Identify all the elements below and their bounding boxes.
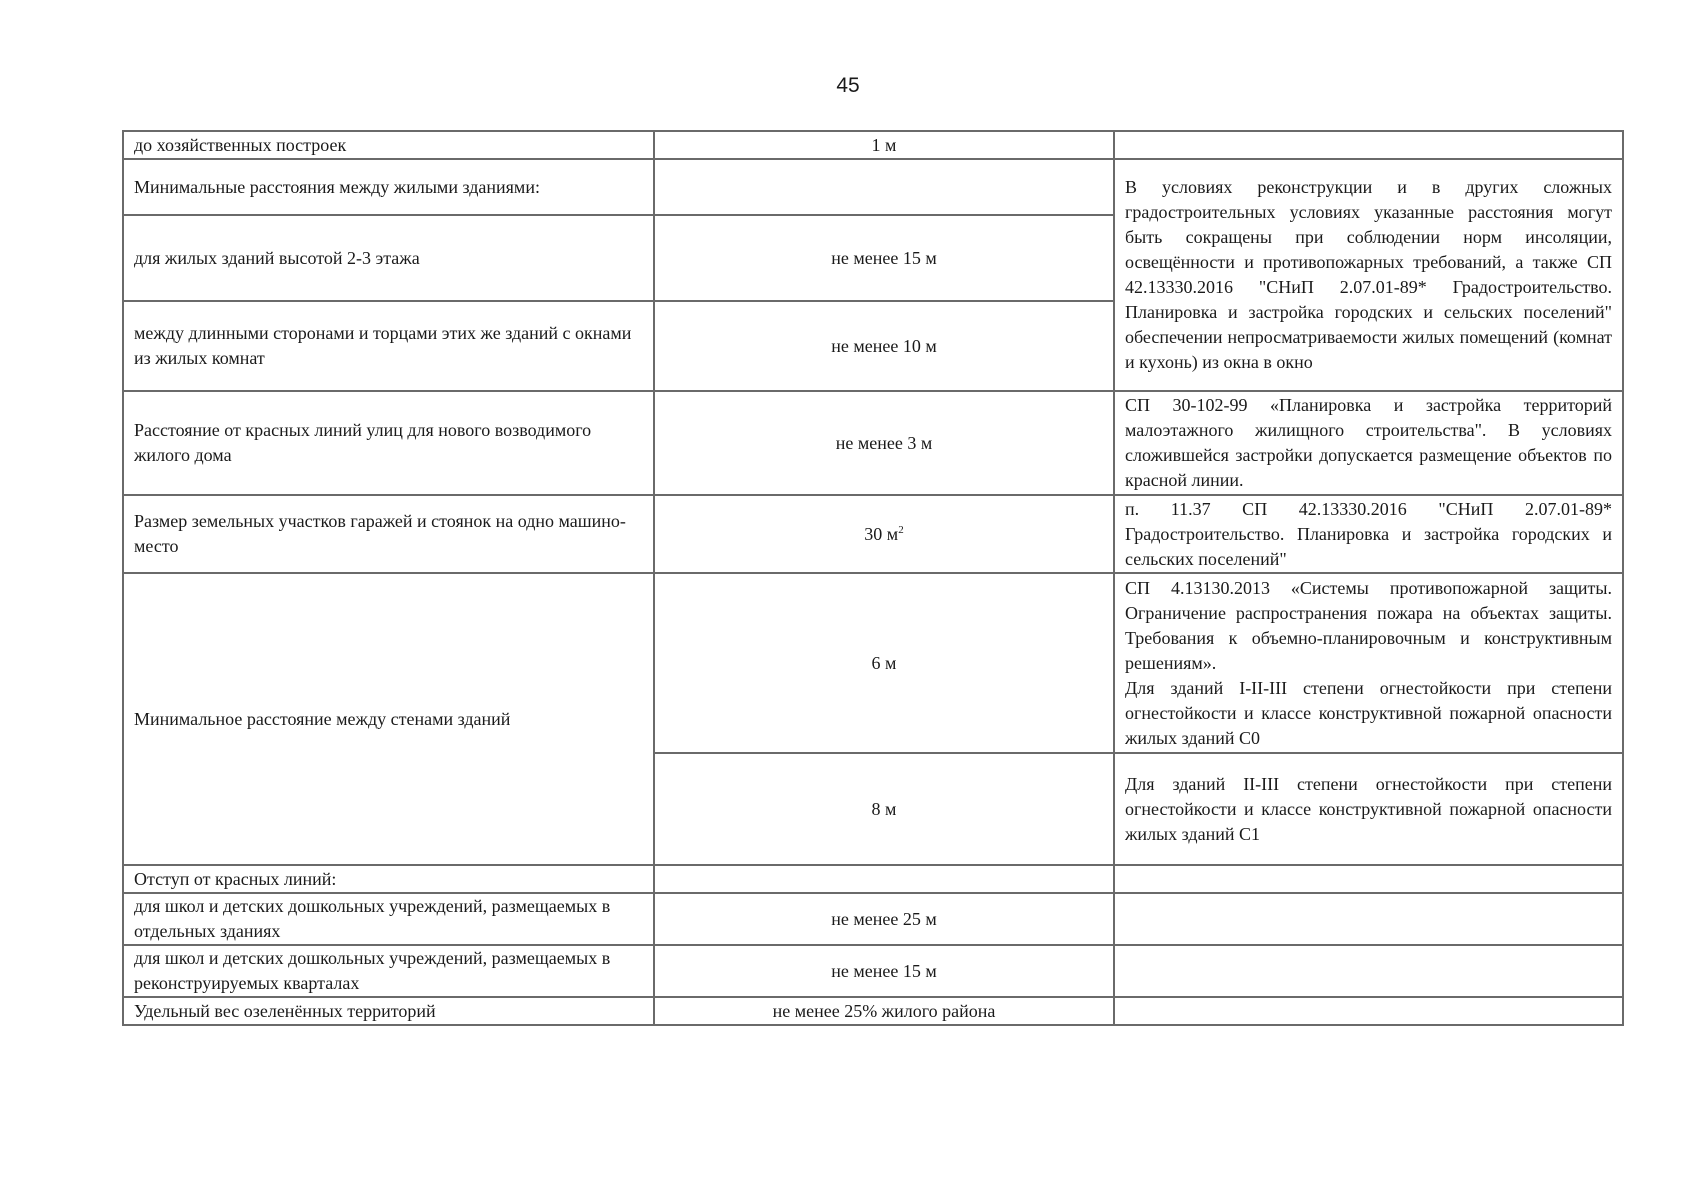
note-cell: СП 30-102-99 «Планировка и застройка территорий малоэтажного жилищного строительства". В условиях сложившейся застройки допускается размещение объектов по красной линии. [1114,391,1623,495]
value-cell: 1 м [654,131,1114,159]
note-cell [1114,865,1623,893]
value-cell: не менее 10 м [654,301,1114,391]
param-cell: Размер земельных участков гаражей и стоянок на одно машино-место [123,495,654,573]
param-cell: Минимальное расстояние между стенами зданий [123,573,654,865]
param-cell: до хозяйственных построек [123,131,654,159]
note-cell: п. 11.37 СП 42.13330.2016 "СНиП 2.07.01-89* Градостроительство. Планировка и застройка городских и сельских поселений" [1114,495,1623,573]
note-paragraph: Для зданий I-II-III степени огнестойкости при степени огнестойкости и классе конструктивной пожарной опасности жилых зданий С0 [1125,677,1612,748]
superscript: 2 [898,523,904,536]
value-cell: не менее 15 м [654,945,1114,997]
table-row [123,865,1623,893]
table-row [123,573,1623,753]
param-cell: для школ и детских дошкольных учреждений, размещаемых в отдельных зданиях [123,893,654,945]
note-cell [1114,893,1623,945]
note-cell [1114,945,1623,997]
note-cell [1114,131,1623,159]
table-row [123,945,1623,997]
table-row [123,159,1623,215]
value-cell: не менее 15 м [654,215,1114,301]
norms-table [122,130,1624,1026]
param-cell: Удельный вес озеленённых территорий [123,997,654,1025]
note-cell: Для зданий II-III степени огнестойкости при степени огнестойкости и классе конструктивной пожарной опасности жилых зданий С1 [1114,753,1623,865]
param-cell: Расстояние от красных линий улиц для нового возводимого жилого дома [123,391,654,495]
table-row [123,391,1623,495]
value-cell: не менее 25% жилого района [654,997,1114,1025]
table-row [123,997,1623,1025]
note-paragraph: СП 4.13130.2013 «Системы противопожарной защиты. Ограничение распространения пожара на объектах защиты. Требования к объемно-планировочным и конструктивным решениям». [1125,577,1612,673]
value-cell [654,495,1114,573]
value-cell [654,159,1114,215]
value-cell: не менее 3 м [654,391,1114,495]
value-cell: 6 м [654,573,1114,753]
note-cell [1114,997,1623,1025]
table-row [123,893,1623,945]
note-cell: В условиях реконструкции и в других сложных градостроительных условиях указанные расстояния могут быть сокращены при соблюдении норм инсоляции, освещённости и противопожарных требований, а также СП 42.13330.2016 "СНиП 2.07.01-89* Градостроительство. Планировка и застройка городских и сельских поселений" обеспечении непросматриваемости жилых помещений (комнат и кухонь) из окна в окно [1114,159,1623,391]
param-cell: Отступ от красных линий: [123,865,654,893]
note-cell [1114,573,1623,753]
param-cell: для жилых зданий высотой 2-3 этажа [123,215,654,301]
table-row [123,495,1623,573]
table-row [123,131,1623,159]
value-cell [654,865,1114,893]
value-text: 30 м [864,523,899,544]
param-cell: для школ и детских дошкольных учреждений, размещаемых в реконструируемых кварталах [123,945,654,997]
value-cell: 8 м [654,753,1114,865]
page-number: 45 [836,74,860,97]
param-cell: Минимальные расстояния между жилыми зданиями: [123,159,654,215]
value-cell: не менее 25 м [654,893,1114,945]
param-cell: между длинными сторонами и торцами этих же зданий с окнами из жилых комнат [123,301,654,391]
